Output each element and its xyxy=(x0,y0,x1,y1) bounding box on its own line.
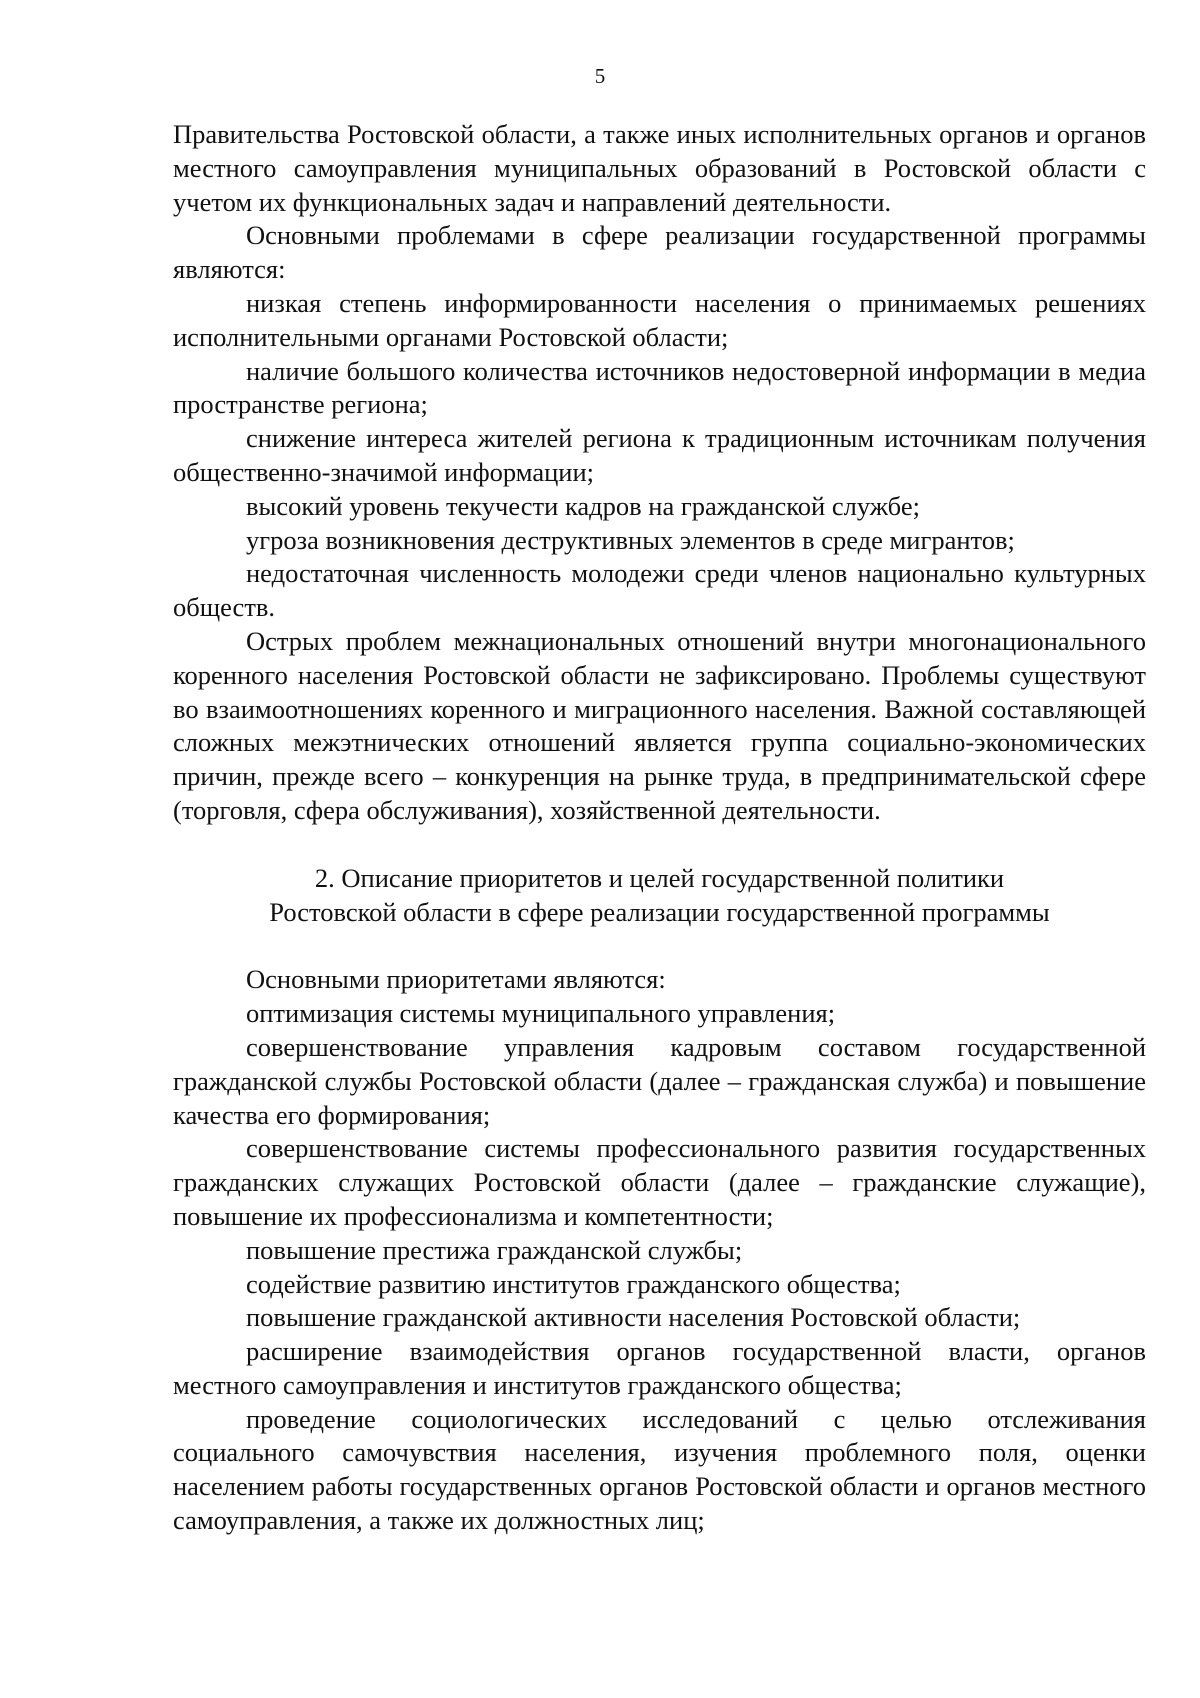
section-heading-line-2: Ростовской области в сфере реализации государственной программы xyxy=(269,896,1050,927)
list-item-problem: наличие большого количества источников недостоверной информации в медиа пространстве региона; xyxy=(173,355,1146,420)
list-item-problem: высокий уровень текучести кадров на гражданской службе; xyxy=(246,490,920,521)
section-heading-line-1: 2. Описание приоритетов и целей государственной политики xyxy=(314,862,1005,893)
paragraph-problems-intro: Основными проблемами в сфере реализации государственной программы являются: xyxy=(173,220,1146,285)
page-number: 5 xyxy=(594,64,606,88)
list-item-problem: недостаточная численность молодежи среди членов национально культурных обществ. xyxy=(173,558,1146,623)
list-item-priority: повышение престижа гражданской службы; xyxy=(246,1234,743,1265)
list-item-priority: расширение взаимодействия органов государственной власти, органов местного самоуправления и институтов гражданского общества; xyxy=(173,1336,1146,1400)
paragraph-interethnic: Острых проблем межнациональных отношений внутри многонационального коренного населения Ростовской области не зафиксировано. Проблемы существуют во взаимоотношениях коренного и миграционного населения. Важной составляющей сложных межэтнических отношений является группа социально-экономических причин, прежде всего – конкуренция на рынке труда, в предпринимательской сфере (торговля, сфера обслуживания), хозяйственной деятельности. xyxy=(173,625,1146,825)
list-item-priority: содействие развитию институтов гражданского общества; xyxy=(246,1268,901,1299)
list-item-problem: снижение интереса жителей региона к традиционным источникам получения общественно-значимой информации; xyxy=(173,423,1146,487)
document-body xyxy=(173,118,1146,1538)
paragraph-continuation: Правительства Ростовской области, а также иных исполнительных органов и органов местного самоуправления муниципальных образований в Ростовской области с учетом их функциональных задач и направлений деятельности. xyxy=(173,119,1146,217)
list-item-priority: совершенствование управления кадровым составом государственной гражданской службы Ростовской области (далее – гражданская служба) и повышение качества его формирования; xyxy=(173,1031,1146,1130)
list-item-priority: совершенствование системы профессионального развития государственных гражданских служащих Ростовской области (далее – гражданские служащие), повышение их профессионализма и компетентности; xyxy=(173,1133,1146,1231)
list-item-priority: проведение социологических исследований с целью отслеживания социального самочувствия населения, изучения проблемного поля, оценки населением работы государственных органов Ростовской области и органов местного самоуправления, а также их должностных лиц; xyxy=(173,1403,1146,1536)
list-item-problem: низкая степень информированности населения о принимаемых решениях исполнительными органами Ростовской области; xyxy=(173,287,1146,352)
list-item-problem: угроза возникновения деструктивных элементов в среде мигрантов; xyxy=(246,524,1015,555)
section-heading xyxy=(173,862,1146,930)
list-item-priority: оптимизация системы муниципального управления; xyxy=(246,998,836,1029)
list-item-priority: повышение гражданской активности населения Ростовской области; xyxy=(246,1302,1021,1333)
paragraph-priorities-intro: Основными приоритетами являются: xyxy=(246,964,666,995)
